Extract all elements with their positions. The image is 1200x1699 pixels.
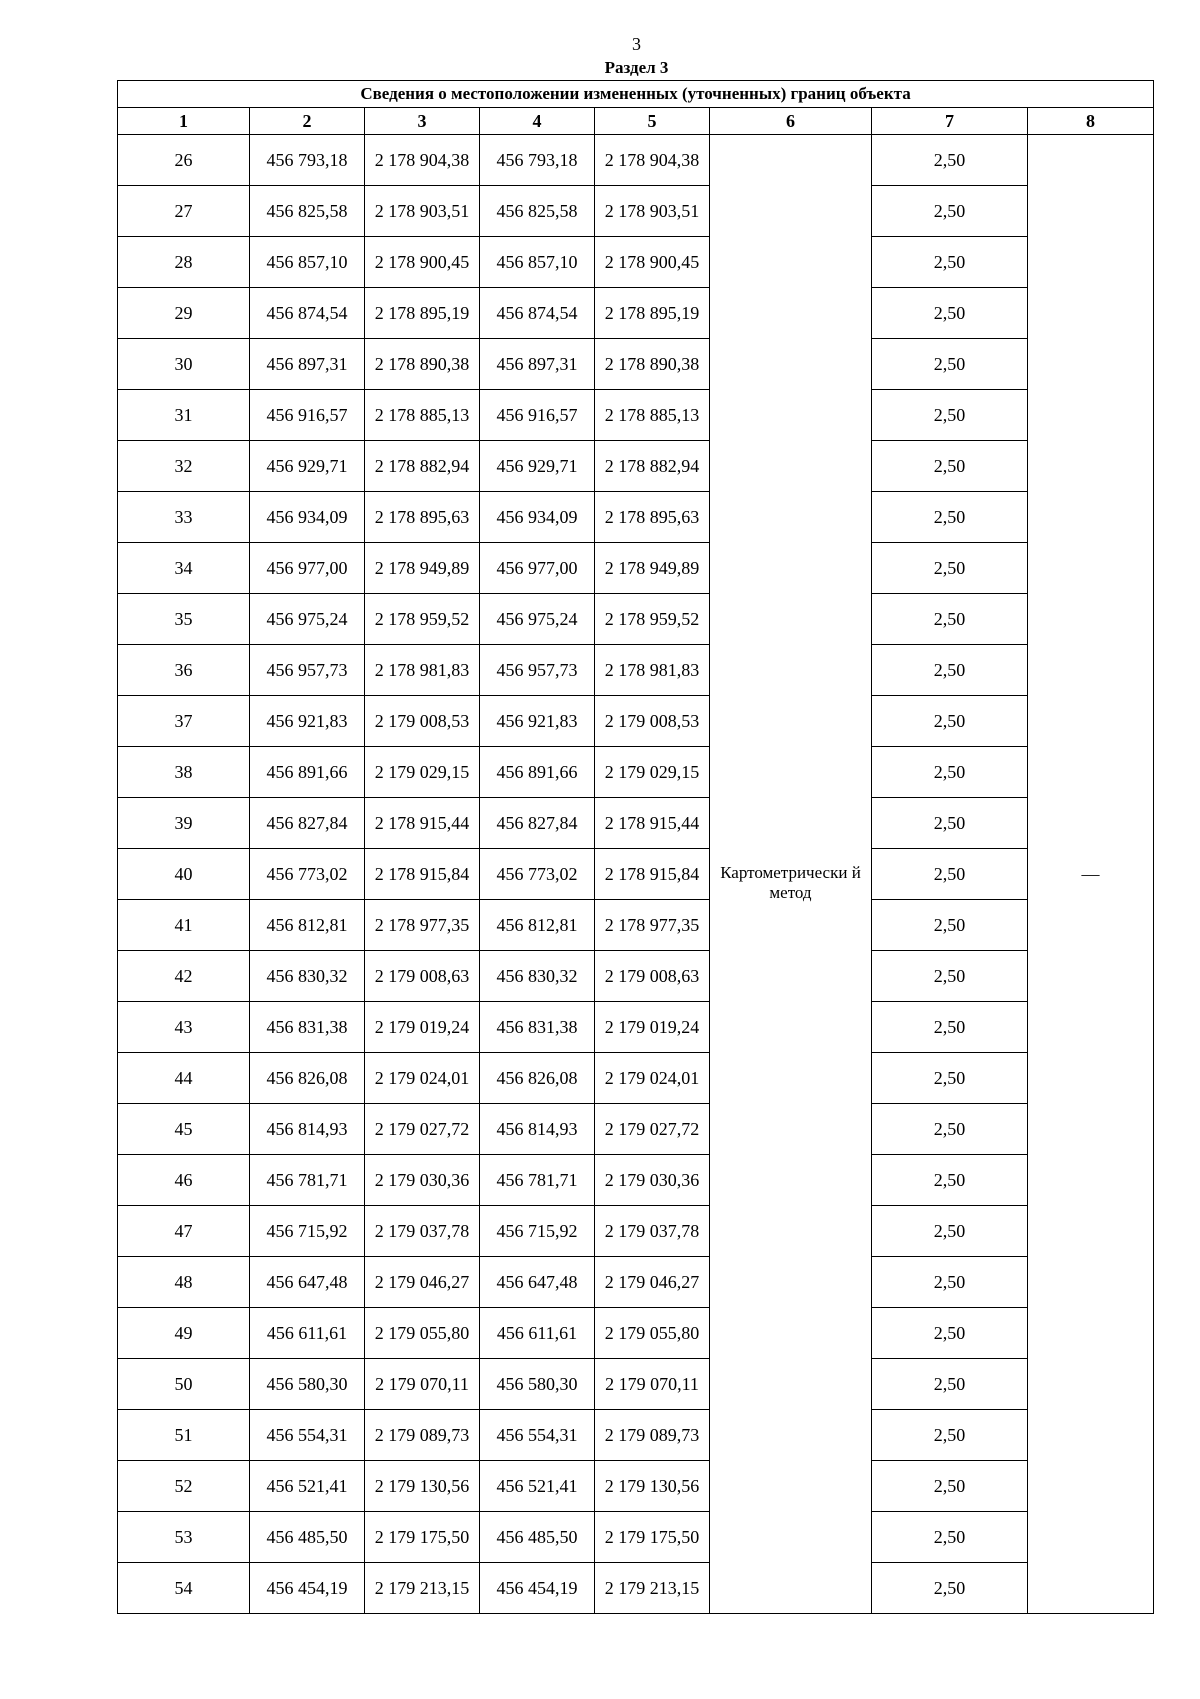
point-number-cell: 46 — [118, 1155, 250, 1206]
x-existing-cell: 456 454,19 — [250, 1563, 365, 1614]
accuracy-cell: 2,50 — [872, 237, 1028, 288]
x-existing-cell: 456 857,10 — [250, 237, 365, 288]
table-row — [118, 951, 1154, 1002]
point-number-cell: 51 — [118, 1410, 250, 1461]
x-refined-cell: 456 826,08 — [480, 1053, 595, 1104]
table-row — [118, 1257, 1154, 1308]
y-refined-cell: 2 178 949,89 — [595, 543, 710, 594]
y-existing-cell: 2 178 900,45 — [365, 237, 480, 288]
table-row — [118, 1053, 1154, 1104]
y-refined-cell: 2 179 089,73 — [595, 1410, 710, 1461]
table-row — [118, 1512, 1154, 1563]
x-existing-cell: 456 825,58 — [250, 186, 365, 237]
x-existing-cell: 456 929,71 — [250, 441, 365, 492]
y-existing-cell: 2 178 977,35 — [365, 900, 480, 951]
y-refined-cell: 2 179 019,24 — [595, 1002, 710, 1053]
x-existing-cell: 456 781,71 — [250, 1155, 365, 1206]
column-header: 1 — [118, 108, 250, 135]
accuracy-cell: 2,50 — [872, 1563, 1028, 1614]
y-existing-cell: 2 178 904,38 — [365, 135, 480, 186]
y-existing-cell: 2 178 882,94 — [365, 441, 480, 492]
x-refined-cell: 456 891,66 — [480, 747, 595, 798]
y-existing-cell: 2 178 890,38 — [365, 339, 480, 390]
table-row — [118, 390, 1154, 441]
point-number-cell: 42 — [118, 951, 250, 1002]
table-row — [118, 696, 1154, 747]
table-row — [118, 1104, 1154, 1155]
y-refined-cell: 2 179 008,53 — [595, 696, 710, 747]
table-row — [118, 645, 1154, 696]
x-refined-cell: 456 647,48 — [480, 1257, 595, 1308]
table-row — [118, 441, 1154, 492]
point-number-cell: 49 — [118, 1308, 250, 1359]
point-number-cell: 36 — [118, 645, 250, 696]
y-refined-cell: 2 178 915,44 — [595, 798, 710, 849]
x-existing-cell: 456 831,38 — [250, 1002, 365, 1053]
x-refined-cell: 456 825,58 — [480, 186, 595, 237]
x-existing-cell: 456 814,93 — [250, 1104, 365, 1155]
y-refined-cell: 2 178 895,19 — [595, 288, 710, 339]
point-number-cell: 53 — [118, 1512, 250, 1563]
x-refined-cell: 456 715,92 — [480, 1206, 595, 1257]
y-refined-cell: 2 179 027,72 — [595, 1104, 710, 1155]
x-refined-cell: 456 831,38 — [480, 1002, 595, 1053]
point-number-cell: 30 — [118, 339, 250, 390]
x-existing-cell: 456 897,31 — [250, 339, 365, 390]
y-existing-cell: 2 179 175,50 — [365, 1512, 480, 1563]
x-existing-cell: 456 647,48 — [250, 1257, 365, 1308]
point-number-cell: 39 — [118, 798, 250, 849]
point-number-cell: 52 — [118, 1461, 250, 1512]
table-row — [118, 135, 1154, 186]
y-existing-cell: 2 178 885,13 — [365, 390, 480, 441]
y-existing-cell: 2 179 024,01 — [365, 1053, 480, 1104]
x-refined-cell: 456 485,50 — [480, 1512, 595, 1563]
y-existing-cell: 2 179 055,80 — [365, 1308, 480, 1359]
y-refined-cell: 2 179 213,15 — [595, 1563, 710, 1614]
point-number-cell: 44 — [118, 1053, 250, 1104]
accuracy-cell: 2,50 — [872, 1053, 1028, 1104]
point-number-cell: 32 — [118, 441, 250, 492]
table-row — [118, 186, 1154, 237]
accuracy-cell: 2,50 — [872, 900, 1028, 951]
point-number-cell: 28 — [118, 237, 250, 288]
column8-cell: — — [1028, 135, 1154, 1614]
x-existing-cell: 456 580,30 — [250, 1359, 365, 1410]
y-existing-cell: 2 179 008,53 — [365, 696, 480, 747]
coordinates-table — [117, 80, 1154, 1614]
column-header: 6 — [710, 108, 872, 135]
x-refined-cell: 456 793,18 — [480, 135, 595, 186]
y-existing-cell: 2 178 949,89 — [365, 543, 480, 594]
point-number-cell: 50 — [118, 1359, 250, 1410]
accuracy-cell: 2,50 — [872, 390, 1028, 441]
accuracy-cell: 2,50 — [872, 1206, 1028, 1257]
accuracy-cell: 2,50 — [872, 1104, 1028, 1155]
accuracy-cell: 2,50 — [872, 1155, 1028, 1206]
x-refined-cell: 456 929,71 — [480, 441, 595, 492]
table-row — [118, 1410, 1154, 1461]
point-number-cell: 31 — [118, 390, 250, 441]
y-refined-cell: 2 178 981,83 — [595, 645, 710, 696]
x-refined-cell: 456 812,81 — [480, 900, 595, 951]
point-number-cell: 41 — [118, 900, 250, 951]
accuracy-cell: 2,50 — [872, 1410, 1028, 1461]
x-existing-cell: 456 826,08 — [250, 1053, 365, 1104]
point-number-cell: 38 — [118, 747, 250, 798]
x-refined-cell: 456 897,31 — [480, 339, 595, 390]
y-refined-cell: 2 179 008,63 — [595, 951, 710, 1002]
y-refined-cell: 2 179 175,50 — [595, 1512, 710, 1563]
point-number-cell: 29 — [118, 288, 250, 339]
x-existing-cell: 456 715,92 — [250, 1206, 365, 1257]
point-number-cell: 43 — [118, 1002, 250, 1053]
accuracy-cell: 2,50 — [872, 645, 1028, 696]
y-refined-cell: 2 178 882,94 — [595, 441, 710, 492]
y-existing-cell: 2 179 046,27 — [365, 1257, 480, 1308]
y-refined-cell: 2 178 915,84 — [595, 849, 710, 900]
x-refined-cell: 456 977,00 — [480, 543, 595, 594]
method-cell: Картометрически й метод — [710, 135, 872, 1614]
table-row — [118, 339, 1154, 390]
x-existing-cell: 456 793,18 — [250, 135, 365, 186]
accuracy-cell: 2,50 — [872, 1512, 1028, 1563]
y-refined-cell: 2 179 024,01 — [595, 1053, 710, 1104]
point-number-cell: 34 — [118, 543, 250, 594]
x-existing-cell: 456 827,84 — [250, 798, 365, 849]
x-refined-cell: 456 580,30 — [480, 1359, 595, 1410]
y-existing-cell: 2 178 895,63 — [365, 492, 480, 543]
accuracy-cell: 2,50 — [872, 543, 1028, 594]
y-refined-cell: 2 179 037,78 — [595, 1206, 710, 1257]
y-refined-cell: 2 178 904,38 — [595, 135, 710, 186]
table-row — [118, 1206, 1154, 1257]
y-refined-cell: 2 178 977,35 — [595, 900, 710, 951]
x-existing-cell: 456 977,00 — [250, 543, 365, 594]
x-refined-cell: 456 611,61 — [480, 1308, 595, 1359]
table-row — [118, 900, 1154, 951]
point-number-cell: 48 — [118, 1257, 250, 1308]
accuracy-cell: 2,50 — [872, 594, 1028, 645]
column-header: 8 — [1028, 108, 1154, 135]
table-row — [118, 747, 1154, 798]
y-existing-cell: 2 178 915,44 — [365, 798, 480, 849]
x-refined-cell: 456 781,71 — [480, 1155, 595, 1206]
table-row — [118, 288, 1154, 339]
table-row — [118, 1563, 1154, 1614]
x-existing-cell: 456 975,24 — [250, 594, 365, 645]
x-existing-cell: 456 812,81 — [250, 900, 365, 951]
column-header: 3 — [365, 108, 480, 135]
column-header: 4 — [480, 108, 595, 135]
x-existing-cell: 456 874,54 — [250, 288, 365, 339]
y-existing-cell: 2 179 019,24 — [365, 1002, 480, 1053]
x-refined-cell: 456 957,73 — [480, 645, 595, 696]
table-row — [118, 1155, 1154, 1206]
point-number-cell: 54 — [118, 1563, 250, 1614]
x-existing-cell: 456 521,41 — [250, 1461, 365, 1512]
table-row — [118, 1461, 1154, 1512]
accuracy-cell: 2,50 — [872, 1461, 1028, 1512]
x-refined-cell: 456 921,83 — [480, 696, 595, 747]
y-refined-cell: 2 179 046,27 — [595, 1257, 710, 1308]
y-existing-cell: 2 178 981,83 — [365, 645, 480, 696]
section-title: Раздел 3 — [604, 58, 669, 77]
y-refined-cell: 2 178 885,13 — [595, 390, 710, 441]
accuracy-cell: 2,50 — [872, 1308, 1028, 1359]
accuracy-cell: 2,50 — [872, 1002, 1028, 1053]
x-refined-cell: 456 874,54 — [480, 288, 595, 339]
column-header: 7 — [872, 108, 1028, 135]
y-refined-cell: 2 178 900,45 — [595, 237, 710, 288]
point-number-cell: 27 — [118, 186, 250, 237]
table-row — [118, 237, 1154, 288]
y-existing-cell: 2 179 027,72 — [365, 1104, 480, 1155]
column-header: 2 — [250, 108, 365, 135]
point-number-cell: 26 — [118, 135, 250, 186]
x-existing-cell: 456 921,83 — [250, 696, 365, 747]
y-refined-cell: 2 179 130,56 — [595, 1461, 710, 1512]
accuracy-cell: 2,50 — [872, 849, 1028, 900]
table-row — [118, 1359, 1154, 1410]
y-existing-cell: 2 179 213,15 — [365, 1563, 480, 1614]
column-header: 5 — [595, 108, 710, 135]
accuracy-cell: 2,50 — [872, 1257, 1028, 1308]
x-existing-cell: 456 830,32 — [250, 951, 365, 1002]
accuracy-cell: 2,50 — [872, 135, 1028, 186]
x-existing-cell: 456 554,31 — [250, 1410, 365, 1461]
y-existing-cell: 2 179 037,78 — [365, 1206, 480, 1257]
accuracy-cell: 2,50 — [872, 186, 1028, 237]
accuracy-cell: 2,50 — [872, 1359, 1028, 1410]
point-number-cell: 37 — [118, 696, 250, 747]
y-existing-cell: 2 178 903,51 — [365, 186, 480, 237]
x-refined-cell: 456 454,19 — [480, 1563, 595, 1614]
y-refined-cell: 2 178 895,63 — [595, 492, 710, 543]
accuracy-cell: 2,50 — [872, 696, 1028, 747]
x-refined-cell: 456 975,24 — [480, 594, 595, 645]
x-refined-cell: 456 830,32 — [480, 951, 595, 1002]
y-refined-cell: 2 179 030,36 — [595, 1155, 710, 1206]
table-row — [118, 492, 1154, 543]
accuracy-cell: 2,50 — [872, 951, 1028, 1002]
y-existing-cell: 2 179 030,36 — [365, 1155, 480, 1206]
y-existing-cell: 2 179 089,73 — [365, 1410, 480, 1461]
y-existing-cell: 2 178 895,19 — [365, 288, 480, 339]
x-refined-cell: 456 827,84 — [480, 798, 595, 849]
x-refined-cell: 456 814,93 — [480, 1104, 595, 1155]
accuracy-cell: 2,50 — [872, 339, 1028, 390]
x-refined-cell: 456 916,57 — [480, 390, 595, 441]
y-refined-cell: 2 178 890,38 — [595, 339, 710, 390]
y-existing-cell: 2 179 008,63 — [365, 951, 480, 1002]
x-refined-cell: 456 934,09 — [480, 492, 595, 543]
accuracy-cell: 2,50 — [872, 441, 1028, 492]
point-number-cell: 35 — [118, 594, 250, 645]
x-refined-cell: 456 521,41 — [480, 1461, 595, 1512]
point-number-cell: 45 — [118, 1104, 250, 1155]
y-existing-cell: 2 178 915,84 — [365, 849, 480, 900]
y-existing-cell: 2 179 029,15 — [365, 747, 480, 798]
point-number-cell: 33 — [118, 492, 250, 543]
x-existing-cell: 456 611,61 — [250, 1308, 365, 1359]
x-existing-cell: 456 934,09 — [250, 492, 365, 543]
y-existing-cell: 2 179 130,56 — [365, 1461, 480, 1512]
y-refined-cell: 2 179 070,11 — [595, 1359, 710, 1410]
point-number-cell: 47 — [118, 1206, 250, 1257]
y-refined-cell: 2 178 959,52 — [595, 594, 710, 645]
accuracy-cell: 2,50 — [872, 798, 1028, 849]
x-refined-cell: 456 554,31 — [480, 1410, 595, 1461]
page-number: 3 — [632, 34, 641, 54]
table-caption: Сведения о местоположении измененных (уточненных) границ объекта — [118, 81, 1154, 108]
table-row — [118, 1308, 1154, 1359]
accuracy-cell: 2,50 — [872, 288, 1028, 339]
x-existing-cell: 456 916,57 — [250, 390, 365, 441]
accuracy-cell: 2,50 — [872, 747, 1028, 798]
table-row — [118, 849, 1154, 900]
x-refined-cell: 456 857,10 — [480, 237, 595, 288]
y-existing-cell: 2 178 959,52 — [365, 594, 480, 645]
table-row — [118, 543, 1154, 594]
x-refined-cell: 456 773,02 — [480, 849, 595, 900]
x-existing-cell: 456 485,50 — [250, 1512, 365, 1563]
y-refined-cell: 2 179 029,15 — [595, 747, 710, 798]
x-existing-cell: 456 891,66 — [250, 747, 365, 798]
y-refined-cell: 2 178 903,51 — [595, 186, 710, 237]
accuracy-cell: 2,50 — [872, 492, 1028, 543]
point-number-cell: 40 — [118, 849, 250, 900]
table-row — [118, 1002, 1154, 1053]
y-existing-cell: 2 179 070,11 — [365, 1359, 480, 1410]
table-row — [118, 594, 1154, 645]
table-row — [118, 798, 1154, 849]
table-body — [118, 135, 1154, 1614]
x-existing-cell: 456 957,73 — [250, 645, 365, 696]
x-existing-cell: 456 773,02 — [250, 849, 365, 900]
y-refined-cell: 2 179 055,80 — [595, 1308, 710, 1359]
